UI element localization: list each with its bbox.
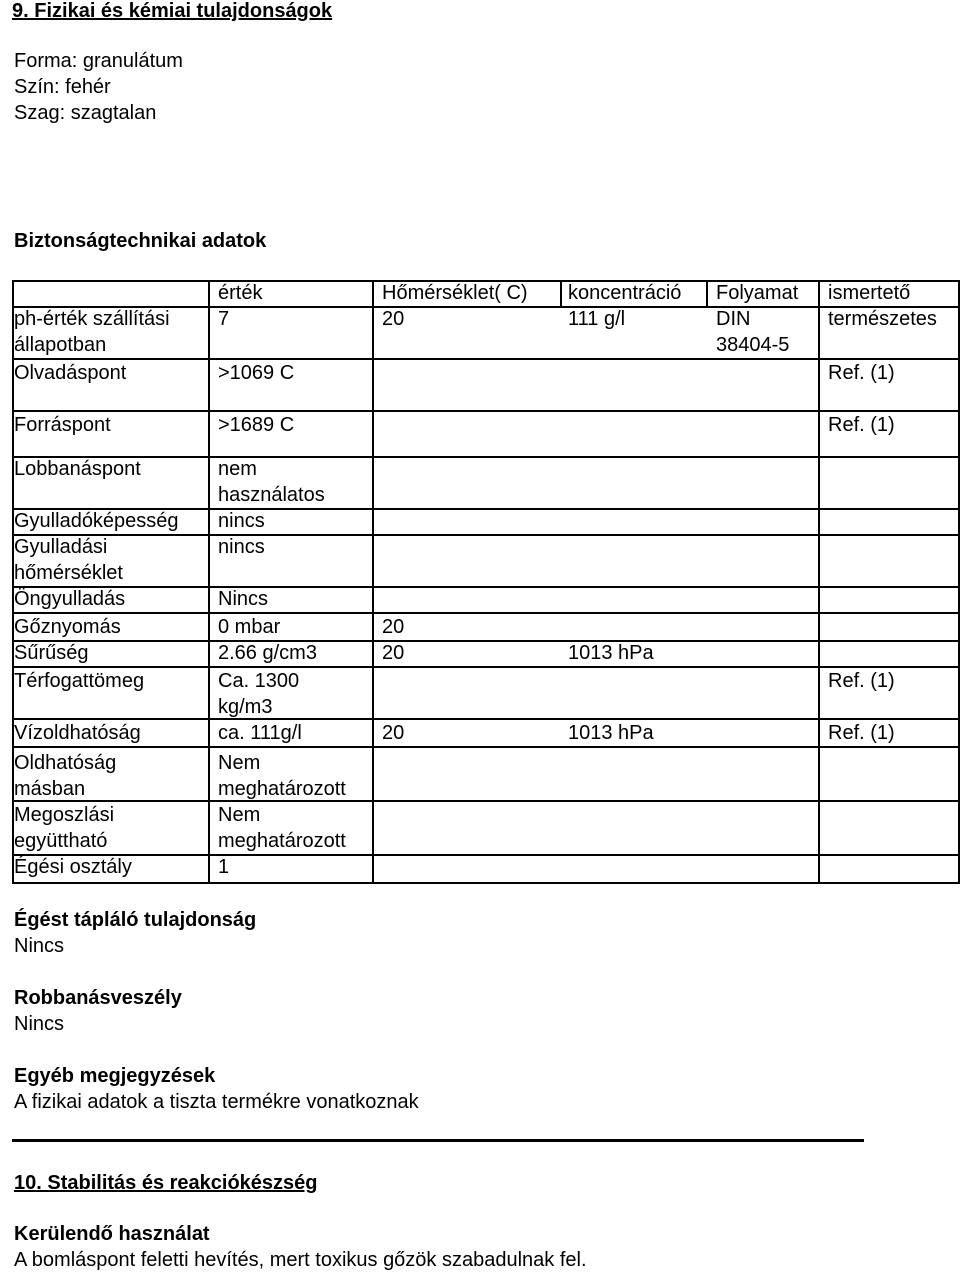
- row-label: Vízoldhatóság: [14, 722, 141, 744]
- other-value: A fizikai adatok a tiszta termékre vonatkoznak: [14, 1091, 419, 1113]
- table-header-cell: Folyamat: [716, 282, 799, 304]
- row-reference: Ref. (1): [828, 670, 895, 692]
- row-reference: Ref. (1): [828, 414, 895, 436]
- row-label: Megoszlási: [14, 804, 115, 826]
- table-row-separator: [14, 718, 960, 720]
- table-header-cell: Hőmérséklet( C): [382, 282, 528, 304]
- row-value: >1069 C: [218, 362, 295, 384]
- row-value: kg/m3: [218, 696, 273, 718]
- row-concentration: 1013 hPa: [568, 722, 654, 744]
- row-label: Lobbanáspont: [14, 458, 141, 480]
- row-value: Ca. 1300: [218, 670, 300, 692]
- row-label: Térfogattömeg: [14, 670, 145, 692]
- table-row-separator: [14, 534, 960, 536]
- table-left-border: [12, 280, 14, 884]
- table-row-separator: [14, 666, 960, 668]
- table-col-divider: [208, 280, 210, 884]
- row-label: együttható: [14, 830, 108, 852]
- odor-text: Szag: szagtalan: [14, 102, 157, 124]
- row-value: 7: [218, 308, 230, 330]
- table-header-cell: ismertető: [828, 282, 911, 304]
- avoid-value: A bomláspont feletti hevítés, mert toxikus gőzök szabadulnak fel.: [14, 1249, 587, 1271]
- other-heading: Egyéb megjegyzések: [14, 1065, 216, 1087]
- row-value: 2.66 g/cm3: [218, 642, 317, 664]
- row-reference: Ref. (1): [828, 362, 895, 384]
- row-reference: természetes: [828, 308, 937, 330]
- row-temperature: 20: [382, 308, 405, 330]
- table-row-separator: [14, 508, 960, 510]
- table-col-divider: [818, 280, 820, 306]
- row-value: nincs: [218, 510, 265, 532]
- table-row-separator: [14, 746, 960, 748]
- table-row-separator: [14, 640, 960, 642]
- explosion-value: Nincs: [14, 1013, 65, 1035]
- row-value: Nem: [218, 752, 261, 774]
- table-row-separator: [14, 612, 960, 614]
- row-label: Olvadáspont: [14, 362, 127, 384]
- row-value: >1689 C: [218, 414, 295, 436]
- row-label: Gőznyomás: [14, 616, 121, 638]
- row-value: 0 mbar: [218, 616, 281, 638]
- row-label: másban: [14, 778, 86, 800]
- table-row-separator: [14, 456, 960, 458]
- row-temperature: 20: [382, 642, 405, 664]
- oxidizing-value: Nincs: [14, 935, 65, 957]
- row-value: Nincs: [218, 588, 269, 610]
- row-value: 1: [218, 856, 230, 878]
- row-label: Öngyulladás: [14, 588, 126, 610]
- row-value: meghatározott: [218, 830, 346, 852]
- table-col-divider: [706, 280, 708, 306]
- row-label: hőmérséklet: [14, 562, 123, 584]
- table-row-separator: [14, 800, 960, 802]
- table-row-separator: [14, 410, 960, 412]
- oxidizing-heading: Égést tápláló tulajdonság: [14, 909, 257, 931]
- table-col-divider: [372, 280, 374, 884]
- row-label: Gyulladási: [14, 536, 108, 558]
- row-label: ph-érték szállítási: [14, 308, 170, 330]
- form-text: Forma: granulátum: [14, 50, 183, 72]
- table-row-separator: [14, 306, 960, 308]
- row-process: 38404-5: [716, 334, 790, 356]
- row-label: állapotban: [14, 334, 107, 356]
- table-row-separator: [14, 358, 960, 360]
- row-value: nincs: [218, 536, 265, 558]
- row-label: Gyulladóképesség: [14, 510, 179, 532]
- row-value: ca. 111g/l: [218, 722, 302, 744]
- row-label: Sűrűség: [14, 642, 89, 664]
- row-reference: Ref. (1): [828, 722, 895, 744]
- explosion-heading: Robbanásveszély: [14, 987, 182, 1009]
- avoid-heading: Kerülendő használat: [14, 1223, 210, 1245]
- row-label: Forráspont: [14, 414, 111, 436]
- table-row-separator: [14, 854, 960, 856]
- section-10-heading: 10. Stabilitás és reakciókészség: [14, 1172, 318, 1194]
- row-process: DIN: [716, 308, 751, 330]
- row-label: Oldhatóság: [14, 752, 117, 774]
- row-value: meghatározott: [218, 778, 346, 800]
- table-row-separator: [14, 586, 960, 588]
- table-header-cell: koncentráció: [568, 282, 682, 304]
- safety-heading: Biztonságtechnikai adatok: [14, 230, 267, 252]
- section-9-heading: 9. Fizikai és kémiai tulajdonságok: [12, 0, 333, 22]
- row-value: Nem: [218, 804, 261, 826]
- row-value: használatos: [218, 484, 325, 506]
- section-divider: [12, 1139, 864, 1142]
- table-col-divider: [818, 306, 820, 884]
- row-concentration: 111 g/l: [568, 308, 626, 330]
- table-col-divider: [560, 280, 562, 306]
- row-temperature: 20: [382, 616, 405, 638]
- color-text: Szín: fehér: [14, 76, 111, 98]
- table-header-cell: érték: [218, 282, 263, 304]
- row-temperature: 20: [382, 722, 405, 744]
- row-value: nem: [218, 458, 257, 480]
- row-label: Égési osztály: [14, 856, 132, 878]
- row-concentration: 1013 hPa: [568, 642, 654, 664]
